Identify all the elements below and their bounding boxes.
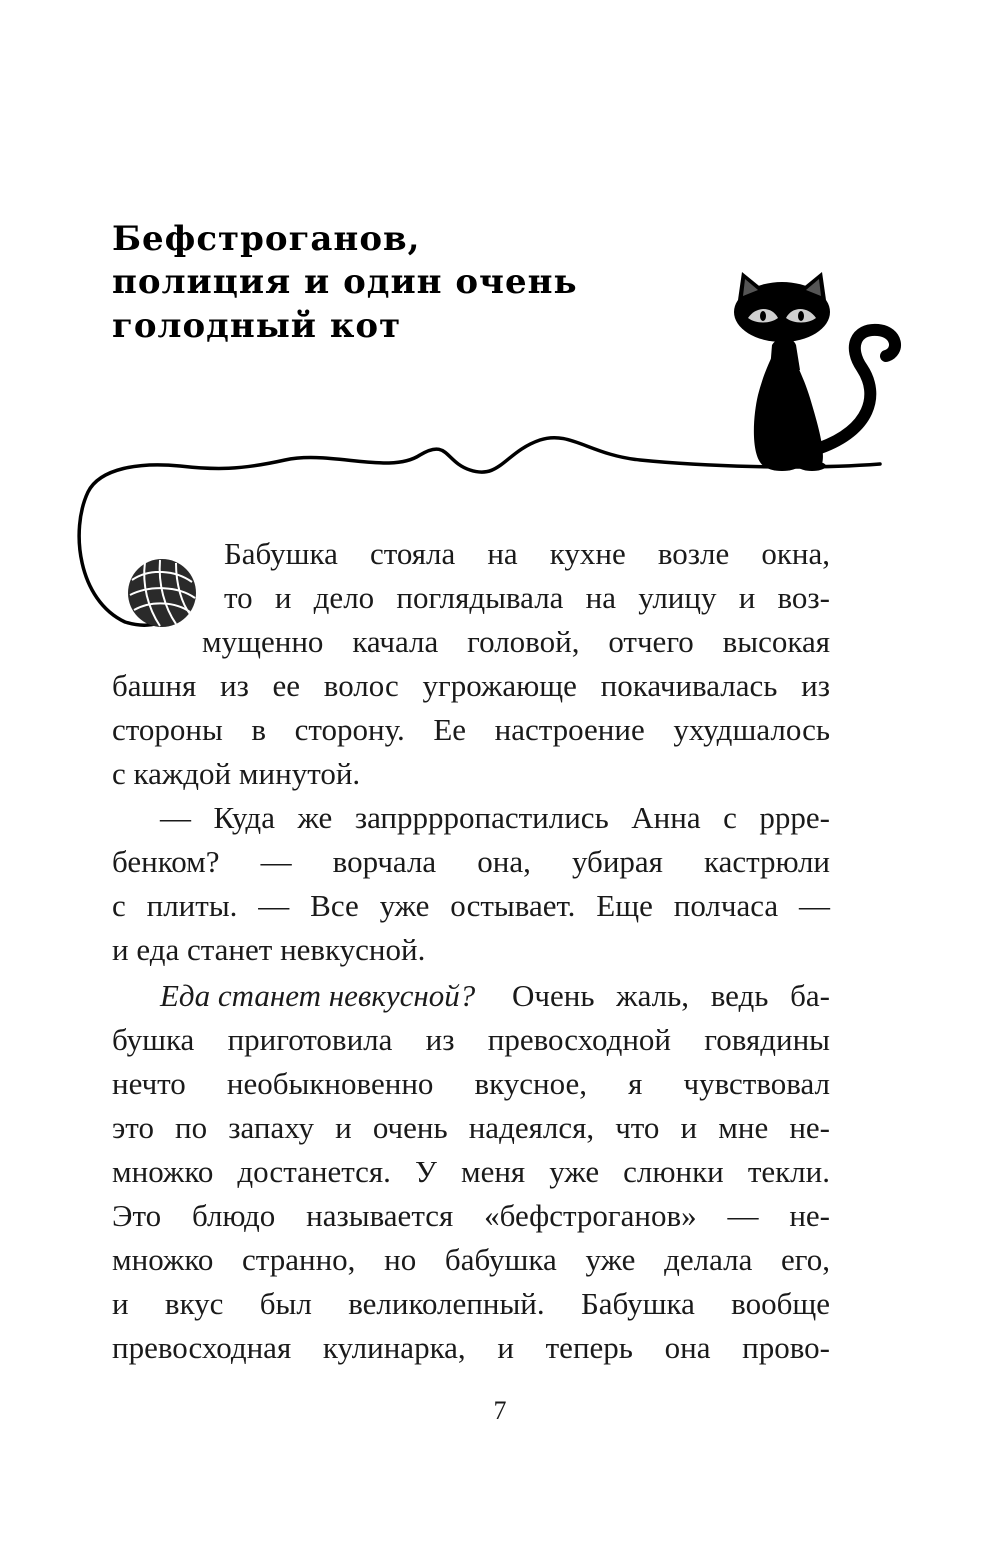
black-cat-icon [734,272,895,471]
text-line: с плиты. — Все уже остывает. Еще полчаса — [112,888,830,923]
text-line: бушка приготовила из превосходной говядины [112,1022,830,1057]
text-line: с каждой минутой. [112,756,361,791]
text-line: Очень жаль, ведь ба- [512,978,830,1013]
text-line: множко странно, но бабушка уже делала его, [112,1242,830,1277]
text-line: и вкус был великолепный. Бабушка вообще [112,1286,830,1321]
text-line: стороны в сторону. Ее настроение ухудшалось [112,712,830,747]
chapter-title-line-3: голодный кот [112,306,402,346]
text-line: это по запаху и очень надеялся, что и мне не- [112,1110,830,1145]
text-line: мущенно качала головой, отчего высокая [202,624,830,659]
text-line: нечто необыкновенно вкусное, я чувствовал [112,1066,830,1101]
italic-phrase: Еда станет невкусной? [160,978,476,1013]
text-line: и еда станет невкусной. [112,932,426,967]
text-line: башня из ее волос угрожающе покачивалась из [112,668,830,703]
text-line: множко достанется. У меня уже слюнки текли. [112,1154,830,1189]
text-line: превосходная кулинарка, и теперь она прово- [112,1330,830,1365]
chapter-title-line-2: полиция и один очень [112,262,578,302]
text-line: — Куда же запрррропастились Анна с ррре- [160,800,830,835]
yarn-ball-icon [128,559,196,627]
text-line: Бабушка стояла на кухне возле окна, [224,536,830,571]
text-line: бенком? — ворчала она, убирая кастрюли [112,844,830,879]
text-line: то и дело поглядывала на улицу и воз- [224,580,830,615]
chapter-title-line-1: Бефстроганов, [112,219,421,259]
page-number: 7 [493,1396,507,1425]
text-line: Это блюдо называется «бефстроганов» — не- [112,1198,830,1233]
